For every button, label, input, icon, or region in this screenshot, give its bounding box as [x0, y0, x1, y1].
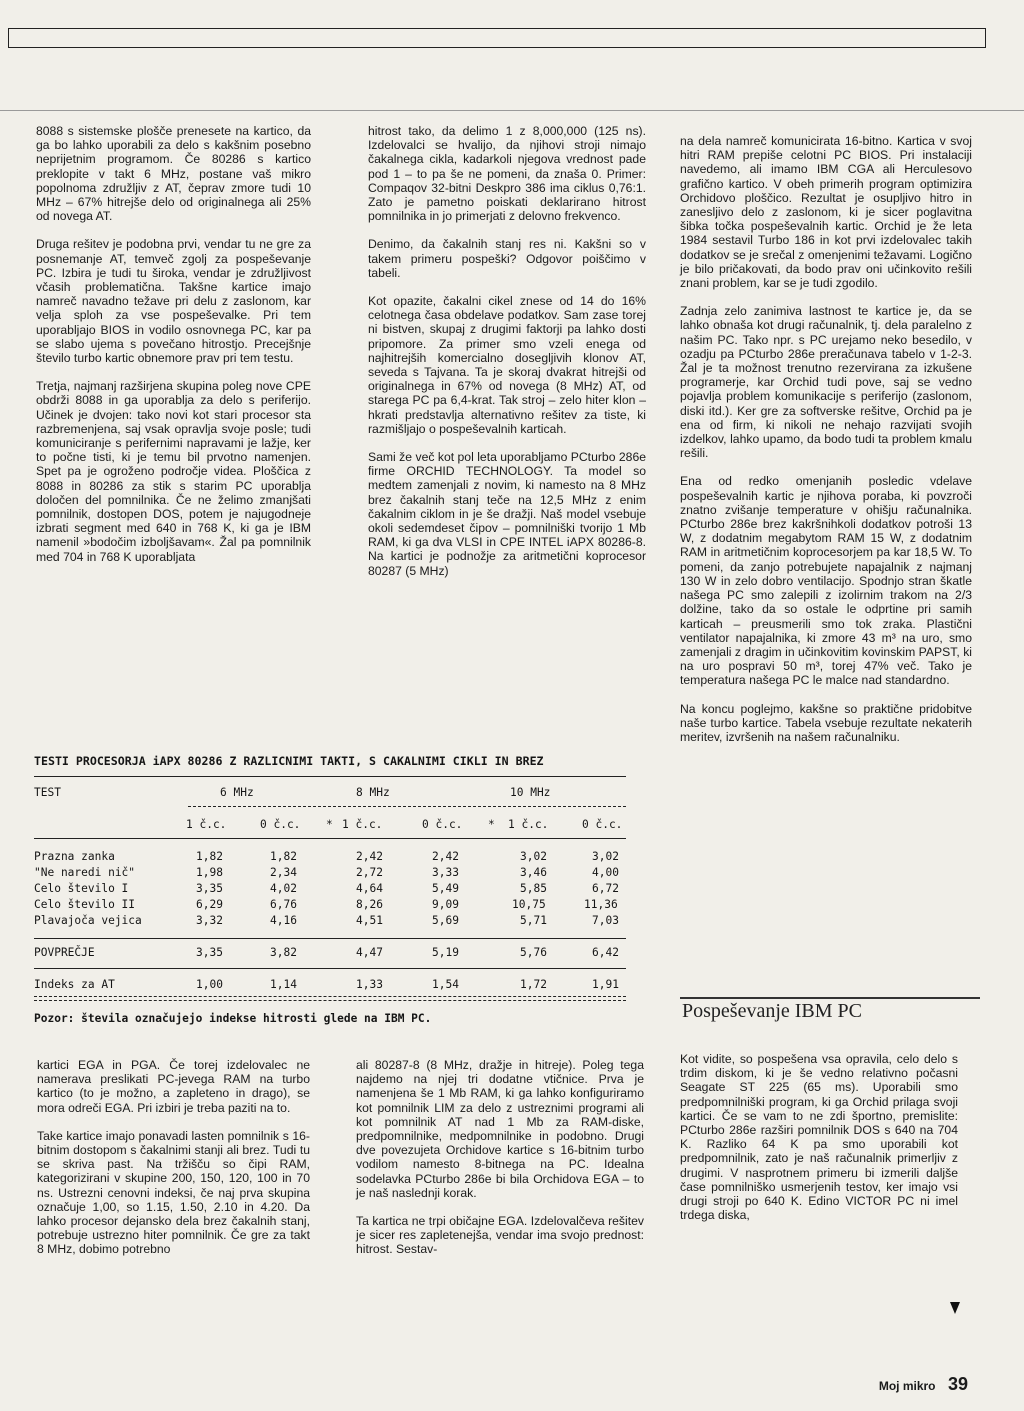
subheader: 1 č.c. — [508, 818, 549, 831]
cell: 2,42 — [356, 850, 383, 863]
paragraph: kartici EGA in PGA. Če torej izdelovalec ne namerava preslikati PC-jevega RAM na turbo kartico (to je možno, a zapleteno in drago), se mora odreči EGA. Pri izbiri je treba paziti na to. — [37, 1058, 310, 1115]
header-8mhz: 8 MHz — [356, 786, 390, 799]
subheader: 0 č.c. — [260, 818, 301, 831]
paragraph: 8088 s sistemske plošče prenesete na kartico, da ga bo lahko uporabili za delo s kakšnim posebno neprijetnim programom. Če 80286 s kartico preklopite v takt 6 MHz, postane vaš mikro popolnoma združljiv z AT, čeprav zmore tudi 10 MHz – 67% hitrejše delo od originalnega ali 25% od novega AT. — [36, 124, 311, 224]
article-column-6 — [680, 1052, 958, 1222]
cell: 4,51 — [356, 914, 383, 927]
cell: 7,03 — [592, 914, 619, 927]
top-divider — [0, 110, 1024, 111]
cell: 6,29 — [196, 898, 223, 911]
paragraph: Druga rešitev je podobna prvi, vendar tu ne gre za posnemanje AT, temveč zgolj za pospeševanje PC. Izbira je tudi tu široka, vendar je združljivost včasih problematična. Takšne kartice imajo namreč navadno težave pri delu z zaslonom, kar velja sploh za vse pospeševalke. Pri tem uporabljajo BIOS in vodilo osnovnega PC, kar pa se slabo ujema s povečano hitrostjo. Precejšnje število turbo kartic obnemore prav pri tem testu. — [36, 237, 311, 366]
paragraph: Sami že več kot pol leta uporabljamo PCturbo 286e firme ORCHID TECHNOLOGY. Ta model so medtem zamenjali z novim, ki namesto na 8 MHz brez čakalnih stanj teče na 12,5 MHz z enim čakalnim ciklom in je še dražji. Naš model vsebuje okoli sedemdeset čipov – pomnilniški tvorijo 1 Mb RAM, ki ga dva VLSI in CPE INTEL iAPX 80286-8. Na kartici je podnožje za aritmetični koprocesor 80287 (5 MHz) — [368, 450, 646, 578]
cell: 2,72 — [356, 866, 383, 879]
cell: 4,00 — [592, 866, 619, 879]
table-subheader-row: 1 č.c. 0 č.c. * 1 č.c. 0 č.c. * 1 č.c. 0 č.c. — [186, 818, 623, 831]
table-index-row — [34, 978, 634, 992]
cell: 5,49 — [432, 882, 459, 895]
paragraph: Na koncu poglejmo, kakšne so praktične pridobitve naše turbo kartice. Tabela vsebuje rezultate nekaterih meritev, izvršenih na našem računalniku. — [680, 701, 972, 744]
row-label: Celo število II — [34, 898, 136, 911]
cell: 6,42 — [592, 946, 619, 959]
subheader: 1 č.c. — [342, 818, 383, 831]
cell: 1,14 — [270, 978, 297, 991]
cell: 3,33 — [432, 866, 459, 879]
top-frame-bar — [8, 28, 986, 48]
cell: 6,72 — [592, 882, 619, 895]
paragraph: Ta kartica ne trpi običajne EGA. Izdelovalčeva rešitev je sicer res zapletenejša, vendar ima svojo prednost: hitrost. Sestav- — [356, 1214, 644, 1257]
cell: 5,76 — [520, 946, 547, 959]
table-rule — [34, 938, 626, 939]
paragraph: hitrost tako, da delimo 1 z 8,000,000 (125 ns). Izdelovalci se hvalijo, da njihovi stroji nimajo čakalnega cikla, kadarkoli njegova vrednost pade pod 1 – to pa še ne pomeni, da znaša 0. Primer: Compaqov 32-bitni Deskpro 386 ima ciklus 0,76:1. Zato je pametno poiskati deklarirano hitrost pomnilnika in jo primerjati z delovno frekvenco. — [368, 124, 646, 224]
paragraph: Take kartice imajo ponavadi lasten pomnilnik s 16-bitnim dostopom s čakalnimi stanji ali brez. Tudi tu se skriva past. Na tržišču so čipi RAM, kategorizirani v skupine 200, 150, 120, 100 in 70 ns. Ustrezni cenovni indeksi, če naj prva skupina označuje 1,00, so 1.15, 1.50, 2.10 in 4.20. Da lahko procesor dejansko dela brez čakalnih stanj, potrebuje ustrezno hiter pomnilnik. Če gre za takt 8 MHz, dobimo potrebno — [37, 1128, 310, 1257]
paragraph: Tretja, najmanj razširjena skupina poleg nove CPE obdrži 8088 in ga uporablja za delo s periferijo. Učinek je dvojen: tako novi kot stari procesor sta razbremenjena, saj vsak opravlja svoje posle; tudi komuniciranje s perifernimi napravami je lažje, ker to počne tisti, ki je temu bil prvotno namenjen. Spet pa je ogroženo področje videa. Ploščica z 8088 in 80286 za stik s starim PC uporablja določen del pomnilnika. Če ne želimo zmanjšati pomnilnik, dostopen DOS, potem je najugodneje izbrati segment med 640 in 768 K, ki ga je IBM namenil »bodočim izboljšavam«. Žal pa pomnilnik med 704 in 768 K uporabljata — [36, 379, 311, 564]
table-note: Pozor: števila označujejo indekse hitrosti glede na IBM PC. — [34, 1012, 432, 1025]
table-double-rule — [34, 996, 626, 1001]
paragraph: Kot opazite, čakalni cikel znese od 14 do 16% celotnega časa obdelave podatkov. Sam zase torej ni bistven, skupaj z drugimi faktorji pa lahko dosti pripomore. Za primer smo vzeli enega od najhitrejših komercialno dosegljivih klonov AT, seveda s Tajvana. Ta je skoraj dvakrat hitrejši od originalnega in 67% od novega (8 MHz) AT, od starega PC pa 6,4-krat. Tak stroj – zelo hiter klon – hkrati predstavlja alternativno rešitev za tiste, ki razmišljajo o pospeševalnih karticah. — [368, 294, 646, 436]
cell: 11,36 — [584, 898, 618, 911]
table-rule — [34, 776, 626, 777]
cell: 3,46 — [520, 866, 547, 879]
row-label: Prazna zanka — [34, 850, 115, 863]
cell: 1,82 — [196, 850, 223, 863]
cell: 4,64 — [356, 882, 383, 895]
table-rule — [34, 838, 626, 839]
subheader: 0 č.c. — [582, 818, 623, 831]
subheader: 1 č.c. — [186, 818, 227, 831]
paragraph: na dela namreč komunicirata 16-bitno. Kartica v svoj hitri RAM prepiše celotni PC BIOS. Pri instalaciji navedemo, ali imamo IBM CGA ali Herculesovo grafično kartico. V obeh primerih program optimizira Orchidovo ploščico. Rezultat je osupljivo hitro in zanesljivo delo z zaslonom, ki je sicer poglavitna šibka točka pospeševalnih kartic. Orchid je že leta 1984 sestavil Turbo 186 in kot prvi izdelovalec takih dodatkov se je srečal z omenjenimi težavami. Logično je bilo pričakovati, da bodo prav oni učinkovito rešili znani problem, kar se je tudi zgodilo. — [680, 134, 972, 291]
cell: 1,33 — [356, 978, 383, 991]
cell: 8,26 — [356, 898, 383, 911]
article-column-1 — [36, 124, 311, 564]
table-row — [34, 850, 634, 864]
table-row — [34, 882, 634, 896]
magazine-name: Moj mikro — [878, 1379, 936, 1393]
cell: 3,35 — [196, 882, 223, 895]
cell: 2,34 — [270, 866, 297, 879]
header-test: TEST — [34, 786, 61, 799]
article-column-5 — [356, 1058, 644, 1257]
cell: 6,76 — [270, 898, 297, 911]
table-header-row — [34, 786, 634, 800]
row-label: POVPREČJE — [34, 946, 95, 959]
cell: 5,19 — [432, 946, 459, 959]
paragraph: Zadnja zelo zanimiva lastnost te kartice je, da se lahko obnaša kot drugi računalnik, tj. dela paralelno z našim PC. Tako npr. s PC urejamo neko besedilo, v ozadju pa PCturbo 286e preračunava tabelo v 1-2-3. Žal je ta možnost trenutno rezervirana za izkušene programerje, kar Orchid tudi pove, saj se vedno pojavlja problem komunikacije s periferijo (zaslonom, diski itd.). Ker gre za softverske rešitve, Orchid pa je ena od firm, ki nikoli ne nehajo razvijati svojih izdelkov, lahko upamo, da bodo tudi ta problem kmalu rešili. — [680, 304, 972, 461]
cell: 1,54 — [432, 978, 459, 991]
table-row — [34, 898, 634, 912]
table-title: TESTI PROCESORJA iAPX 80286 Z RAZLICNIMI TAKTI, S CAKALNIMI CIKLI IN BREZ — [34, 754, 544, 768]
cell: 5,85 — [520, 882, 547, 895]
paragraph: Kot vidite, so pospešena vsa opravila, celo delo s trdim diskom, ki je še vedno relativno počasni Seagate ST 225 (65 ms). Uporabili smo predpomnilniški program, ki ga Orchid prilaga svoji kartici. Če se vam to ne zdi športno, premislite: PCturbo 286e razširi pomnilnik DOS s 640 na 704 K. Razliko 64 K pa smo uporabili kot predpomnilnik, zato je naš računalnik primerljiv z drugimi. V nasprotnem primeru bi izmerili daljše čase pomnilniško usmerjenih testov, ker imajo vsi drugi stroji po 640 K. Edino VICTOR PC ni imel trdega diska, — [680, 1052, 958, 1223]
table-rule — [34, 968, 626, 969]
cell: 2,42 — [432, 850, 459, 863]
row-label: "Ne naredi nič" — [34, 866, 136, 879]
table-average-row — [34, 946, 634, 960]
table-subrule — [188, 806, 626, 808]
cell: 3,32 — [196, 914, 223, 927]
cell: 3,35 — [196, 946, 223, 959]
cell: 1,00 — [196, 978, 223, 991]
page-number: 39 — [947, 1374, 968, 1394]
row-label: Celo število I — [34, 882, 129, 895]
heading-rule — [680, 997, 980, 999]
subheader: 0 č.c. — [422, 818, 463, 831]
cell: 10,75 — [512, 898, 546, 911]
cell: 5,69 — [432, 914, 459, 927]
paragraph: ali 80287-8 (8 MHz, dražje in hitreje). Poleg tega najdemo na njej tri dodatne vtičnice. Prva je namenjena še 1 Mb RAM, ki ga lahko konfiguriramo kot pomnilnik LIM za delo z ustreznimi programi ali kot pomnilnik AT nad 1 Mb za RAM-diske, predpomnilnike, medpomnilnike in podobno. Drugi dve povezujeta Orchidove kartice s 16-bitnim turbo vodilom namesto 8-bitnega na PC. Idealna sodelavka PCturbo 286e bi bila Orchidova EGA – to je naš naslednji korak. — [356, 1058, 644, 1200]
section-heading: Pospeševanje IBM PC — [682, 1000, 862, 1022]
row-label: Plavajoča vejica — [34, 914, 142, 927]
paragraph: Ena od redko omenjanih posledic vdelave pospeševalnih kartic je njihova poraba, ki povzroči znatno zvišanje temperature v ohišju računalnika. PCturbo 286e brez kakršnihkoli dodatkov potroši 13 W, z dodatnim megabytom RAM 15 W, z dodatnim RAM in aritmetičnim koprocesorjem pa kar 18,5 W. To pomeni, da zanjo potrebujete napajalnik z najmanj 130 W in zelo dobro ventilacijo. Spodnjo stran škatle našega PC smo zalepili z izolirnim trakom na 2/3 dolžine, tako da so ostale le odprtine pri samih karticah – preusmerili smo tok zraka. Plastični ventilator napajalnika, ki zmore 43 m³ na uro, smo zamenjali z dragim in učinkovitim kovinskim PAPST, ki na uro pospravi 50 m³, torej 47% več. Tako je temperatura našega PC le malce nad standardno. — [680, 474, 972, 688]
article-column-3 — [680, 134, 972, 744]
continue-arrow-icon — [950, 1302, 960, 1314]
cell: 1,72 — [520, 978, 547, 991]
table-row — [34, 914, 634, 928]
cell: 4,47 — [356, 946, 383, 959]
header-6mhz: 6 MHz — [220, 786, 254, 799]
article-column-4 — [37, 1058, 310, 1257]
article-column-2 — [368, 124, 646, 578]
header-10mhz: 10 MHz — [510, 786, 551, 799]
cell: 1,98 — [196, 866, 223, 879]
cell: 9,09 — [432, 898, 459, 911]
page-footer — [879, 1374, 968, 1395]
cell: 1,82 — [270, 850, 297, 863]
table-row — [34, 866, 634, 880]
cell: 1,91 — [592, 978, 619, 991]
paragraph: Denimo, da čakalnih stanj res ni. Kakšni so v takem primeru pospeški? Odgovor poiščimo v tabeli. — [368, 237, 646, 280]
row-label: Indeks za AT — [34, 978, 115, 991]
cell: 4,16 — [270, 914, 297, 927]
cell: 3,02 — [520, 850, 547, 863]
cell: 3,02 — [592, 850, 619, 863]
cell: 4,02 — [270, 882, 297, 895]
cell: 5,71 — [520, 914, 547, 927]
cell: 3,82 — [270, 946, 297, 959]
